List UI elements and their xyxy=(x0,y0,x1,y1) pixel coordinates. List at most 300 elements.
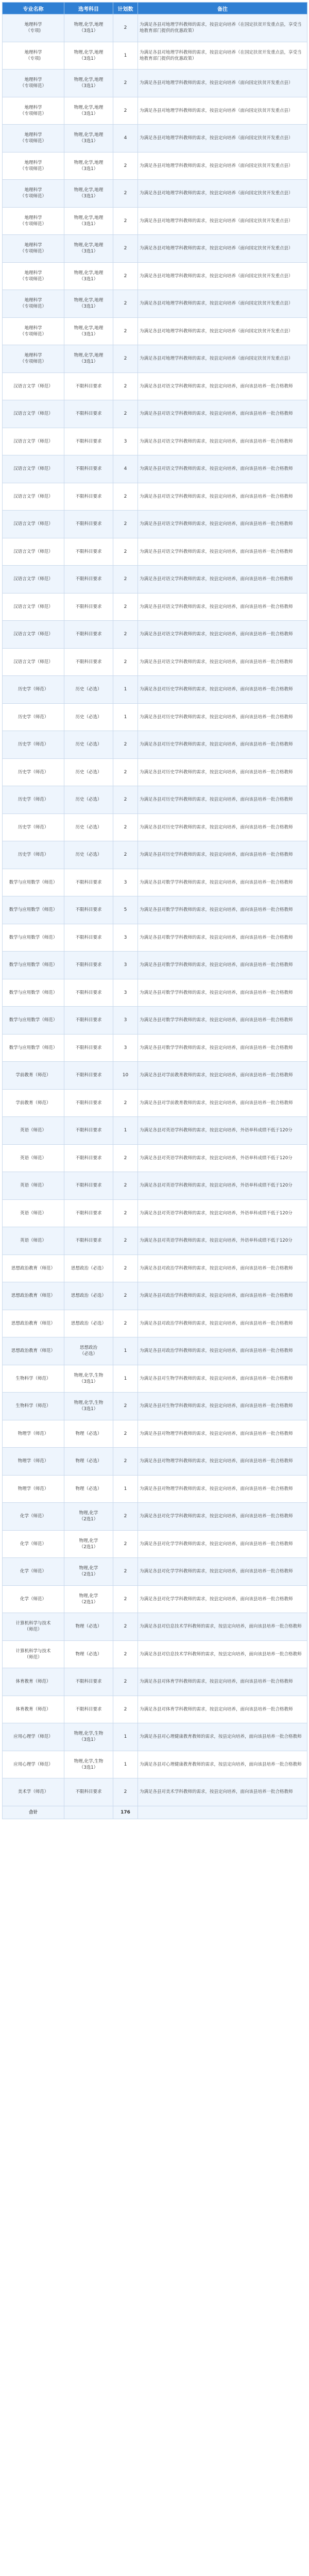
cell-subject: 物理,化学,地理 （3选1） xyxy=(64,70,113,97)
cell-subject: 思想政治 （必选） xyxy=(64,1337,113,1365)
cell-major: 地理科学 （专项) xyxy=(3,14,64,42)
cell-count: 2 xyxy=(113,180,138,208)
cell-count: 2 xyxy=(113,1255,138,1282)
cell-note: 为满足各县对数学学科教师的需求，按县定向培养，面向该县培养一批合格教师 xyxy=(138,1007,307,1035)
table-row xyxy=(3,1034,307,1062)
cell-major: 体育教育（师范） xyxy=(3,1696,64,1723)
cell-count: 2 xyxy=(113,1503,138,1531)
table-row xyxy=(3,1475,307,1503)
cell-note: 为满足各县对政治学科教师的需求，按县定向培养，面向该县培养一批合格教师 xyxy=(138,1337,307,1365)
cell-subject: 历史（必选） xyxy=(64,786,113,814)
cell-major: 地理科学 （专项师范） xyxy=(3,70,64,97)
cell-subject: 不限科目要求 xyxy=(64,593,113,621)
cell-major: 化学（师范） xyxy=(3,1585,64,1613)
cell-count: 1 xyxy=(113,1723,138,1751)
cell-note: 为满足各县对化学学科教师的需求，按县定向培养，面向该县培养一批合格教师 xyxy=(138,1558,307,1586)
cell-count: 2 xyxy=(113,290,138,318)
cell-count: 4 xyxy=(113,455,138,483)
table-row xyxy=(3,1696,307,1723)
table-row xyxy=(3,924,307,952)
table-row xyxy=(3,70,307,97)
enrollment-plan-table xyxy=(2,2,307,1819)
cell-count: 3 xyxy=(113,1034,138,1062)
cell-major: 英语（师范） xyxy=(3,1117,64,1145)
cell-major: 物理学（师范） xyxy=(3,1420,64,1448)
table-row xyxy=(3,1089,307,1117)
cell-subject: 物理（必选） xyxy=(64,1613,113,1641)
cell-subject: 不限科目要求 xyxy=(64,1696,113,1723)
cell-note: 为满足各县对语文学科教师的需求，按县定向培养，面向该县培养一批合格教师 xyxy=(138,566,307,594)
cell-note: 为满足各县对信息技术学科教师的需求，按县定向培养，面向该县培养一批合格教师 xyxy=(138,1613,307,1641)
cell-note: 为满足各县对历史学科教师的需求，按县定向培养，面向该县培养一批合格教师 xyxy=(138,676,307,704)
cell-major: 应用心理学（师范） xyxy=(3,1751,64,1778)
cell-major: 汉语言文学（师范） xyxy=(3,455,64,483)
cell-note: 为满足各县对语文学科教师的需求，按县定向培养，面向该县培养一批合格教师 xyxy=(138,455,307,483)
cell-note: 为满足各县对历史学科教师的需求，按县定向培养，面向该县培养一批合格教师 xyxy=(138,758,307,786)
cell-count: 2 xyxy=(113,1282,138,1310)
cell-count: 2 xyxy=(113,621,138,649)
cell-subject: 不限科目要求 xyxy=(64,372,113,400)
cell-subject: 不限科目要求 xyxy=(64,1668,113,1696)
cell-subject: 不限科目要求 xyxy=(64,483,113,511)
cell-note: 为满足各县对生物学科教师的需求，按县定向培养，面向该县培养一批合格教师 xyxy=(138,1365,307,1393)
cell-count: 2 xyxy=(113,841,138,869)
cell-note: 为满足各县对地理学科教师的需求，按县定向培养（面向国定扶贫开发重点县） xyxy=(138,97,307,125)
cell-count: 2 xyxy=(113,538,138,566)
table-row xyxy=(3,1420,307,1448)
table-row xyxy=(3,676,307,704)
cell-note: 为满足各县对生物学科教师的需求，按县定向培养，面向该县培养一批合格教师 xyxy=(138,1393,307,1420)
cell-major: 思想政治教育（师范） xyxy=(3,1255,64,1282)
cell-major: 汉语言文学（师范） xyxy=(3,621,64,649)
cell-count: 1 xyxy=(113,1475,138,1503)
table-row xyxy=(3,235,307,263)
table-row xyxy=(3,952,307,979)
cell-major: 物理学（师范） xyxy=(3,1475,64,1503)
cell-major: 历史学（师范） xyxy=(3,841,64,869)
cell-major: 历史学（师范） xyxy=(3,676,64,704)
cell-count: 2 xyxy=(113,648,138,676)
cell-note: 为满足各县对历史学科教师的需求，按县定向培养，面向该县培养一批合格教师 xyxy=(138,814,307,841)
cell-count: 2 xyxy=(113,1613,138,1641)
cell-major: 历史学（师范） xyxy=(3,786,64,814)
cell-count: 2 xyxy=(113,731,138,759)
table-row xyxy=(3,1613,307,1641)
cell-count: 2 xyxy=(113,1393,138,1420)
cell-count: 2 xyxy=(113,1172,138,1200)
cell-major: 历史学（师范） xyxy=(3,758,64,786)
cell-note: 为满足各县对语文学科教师的需求，按县定向培养，面向该县培养一批合格教师 xyxy=(138,593,307,621)
table-row xyxy=(3,1585,307,1613)
cell-note: 为满足各县对心理健康教育教师的需求，按县定向培养，面向该县培养一批合格教师 xyxy=(138,1723,307,1751)
cell-note: 为满足各县对英语学科教师的需求，按县定向培养，外语单科成绩不低于120分 xyxy=(138,1199,307,1227)
cell-count: 2 xyxy=(113,1696,138,1723)
cell-major: 地理科学 （专项) xyxy=(3,42,64,70)
plan-table-container xyxy=(2,2,307,1819)
cell-major: 历史学（师范） xyxy=(3,731,64,759)
cell-subject: 物理,化学,生物 （3选1） xyxy=(64,1751,113,1778)
cell-subject: 物理,化学 （2选1） xyxy=(64,1503,113,1531)
table-row xyxy=(3,42,307,70)
cell-major: 地理科学 （专项师范） xyxy=(3,345,64,373)
cell-major: 英语（师范） xyxy=(3,1144,64,1172)
cell-major: 地理科学 （专项师范） xyxy=(3,290,64,318)
cell-count: 2 xyxy=(113,70,138,97)
cell-subject: 物理,化学,地理 （3选1） xyxy=(64,317,113,345)
total-empty xyxy=(64,1806,113,1819)
cell-note: 为满足各县对地理学科教师的需求，按县定向培养（面向国定扶贫开发重点县） xyxy=(138,345,307,373)
table-row xyxy=(3,869,307,896)
cell-note: 为满足各县对英语学科教师的需求，按县定向培养，外语单科成绩不低于120分 xyxy=(138,1172,307,1200)
table-row xyxy=(3,566,307,594)
cell-count: 4 xyxy=(113,125,138,152)
cell-subject: 物理,化学,地理 （3选1） xyxy=(64,97,113,125)
cell-count: 2 xyxy=(113,1778,138,1806)
cell-major: 数学与应用数学（师范） xyxy=(3,1007,64,1035)
table-row xyxy=(3,1062,307,1090)
table-row xyxy=(3,400,307,428)
table-row xyxy=(3,125,307,152)
cell-count: 2 xyxy=(113,372,138,400)
cell-count: 2 xyxy=(113,786,138,814)
table-row xyxy=(3,1255,307,1282)
table-row xyxy=(3,814,307,841)
cell-count: 1 xyxy=(113,1751,138,1778)
cell-subject: 不限科目要求 xyxy=(64,428,113,455)
cell-major: 汉语言文学（师范） xyxy=(3,566,64,594)
table-row xyxy=(3,207,307,235)
cell-major: 英语（师范） xyxy=(3,1227,64,1255)
cell-count: 1 xyxy=(113,1337,138,1365)
cell-count: 2 xyxy=(113,483,138,511)
cell-note: 为满足各县对地理学科教师的需求，按县定向培养（面向国定扶贫开发重点县） xyxy=(138,317,307,345)
table-row xyxy=(3,1337,307,1365)
cell-major: 地理科学 （专项师范） xyxy=(3,262,64,290)
cell-note: 为满足各县对语文学科教师的需求，按县定向培养，面向该县培养一批合格教师 xyxy=(138,538,307,566)
cell-count: 1 xyxy=(113,1117,138,1145)
cell-count: 2 xyxy=(113,1530,138,1558)
header-major: 专业名称 xyxy=(3,3,64,14)
cell-count: 5 xyxy=(113,896,138,924)
table-row xyxy=(3,511,307,538)
cell-subject: 物理,化学,地理 （3选1） xyxy=(64,125,113,152)
cell-subject: 思想政治（必选） xyxy=(64,1255,113,1282)
cell-subject: 物理（必选） xyxy=(64,1475,113,1503)
cell-major: 数学与应用数学（师范） xyxy=(3,952,64,979)
cell-major: 地理科学 （专项师范） xyxy=(3,125,64,152)
cell-note: 为满足各县对学前教育教师的需求，按县定向培养，面向该县培养一批合格教师 xyxy=(138,1089,307,1117)
cell-note: 为满足各县对物理学科教师的需求，按县定向培养，面向该县培养一批合格教师 xyxy=(138,1420,307,1448)
cell-note: 为满足各县对美术学科教师的需求，按县定向培养，面向该县培养一批合格教师 xyxy=(138,1778,307,1806)
cell-subject: 历史（必选） xyxy=(64,758,113,786)
cell-count: 2 xyxy=(113,400,138,428)
table-row xyxy=(3,1117,307,1145)
cell-count: 2 xyxy=(113,566,138,594)
cell-count: 2 xyxy=(113,1310,138,1337)
cell-note: 为满足各县对政治学科教师的需求，按县定向培养，面向该县培养一批合格教师 xyxy=(138,1255,307,1282)
cell-note: 为满足各县对英语学科教师的需求，按县定向培养，外语单科成绩不低于120分 xyxy=(138,1227,307,1255)
cell-note: 为满足各县对地理学科教师的需求，按县定向培养（面向国定扶贫开发重点县） xyxy=(138,125,307,152)
cell-major: 数学与应用数学（师范） xyxy=(3,979,64,1007)
cell-subject: 不限科目要求 xyxy=(64,1172,113,1200)
total-note-empty xyxy=(138,1806,307,1819)
cell-count: 1 xyxy=(113,42,138,70)
cell-major: 英语（师范） xyxy=(3,1199,64,1227)
cell-subject: 物理,化学,生物 （3选1） xyxy=(64,1393,113,1420)
cell-note: 为满足各县对政治学科教师的需求，按县定向培养，面向该县培养一批合格教师 xyxy=(138,1282,307,1310)
table-row xyxy=(3,372,307,400)
cell-major: 汉语言文学（师范） xyxy=(3,428,64,455)
cell-subject: 物理,化学 （2选1） xyxy=(64,1558,113,1586)
cell-major: 计算机科学与技术 （师范） xyxy=(3,1640,64,1668)
cell-major: 化学（师范） xyxy=(3,1558,64,1586)
cell-subject: 不限科目要求 xyxy=(64,566,113,594)
cell-subject: 不限科目要求 xyxy=(64,869,113,896)
table-header-row xyxy=(3,3,307,14)
table-row xyxy=(3,1365,307,1393)
table-row xyxy=(3,180,307,208)
cell-count: 3 xyxy=(113,924,138,952)
cell-count: 2 xyxy=(113,97,138,125)
cell-subject: 不限科目要求 xyxy=(64,511,113,538)
cell-major: 汉语言文学（师范） xyxy=(3,648,64,676)
cell-count: 2 xyxy=(113,235,138,263)
cell-note: 为满足各县对语文学科教师的需求，按县定向培养，面向该县培养一批合格教师 xyxy=(138,511,307,538)
cell-note: 为满足各县对地理学科教师的需求，按县定向培养（面向国定扶贫开发重点县） xyxy=(138,180,307,208)
cell-subject: 思想政治（必选） xyxy=(64,1282,113,1310)
cell-major: 学前教育（师范） xyxy=(3,1089,64,1117)
table-row xyxy=(3,1310,307,1337)
table-row xyxy=(3,648,307,676)
cell-major: 数学与应用数学（师范） xyxy=(3,869,64,896)
table-row xyxy=(3,290,307,318)
cell-count: 2 xyxy=(113,593,138,621)
cell-subject: 物理,化学,地理 （3选1） xyxy=(64,290,113,318)
table-row xyxy=(3,1448,307,1476)
cell-subject: 不限科目要求 xyxy=(64,952,113,979)
table-row xyxy=(3,1199,307,1227)
cell-subject: 物理,化学,地理 （3选1） xyxy=(64,152,113,180)
cell-subject: 不限科目要求 xyxy=(64,621,113,649)
cell-note: 为满足各县对地理学科教师的需求，按县定向培养（面向国定扶贫开发重点县） xyxy=(138,207,307,235)
table-row xyxy=(3,262,307,290)
cell-count: 1 xyxy=(113,676,138,704)
cell-count: 2 xyxy=(113,1585,138,1613)
cell-count: 3 xyxy=(113,869,138,896)
cell-note: 为满足各县对心理健康教育教师的需求，按县定向培养，面向该县培养一批合格教师 xyxy=(138,1751,307,1778)
cell-note: 为满足各县对历史学科教师的需求，按县定向培养，面向该县培养一批合格教师 xyxy=(138,731,307,759)
cell-note: 为满足各县对政治学科教师的需求，按县定向培养，面向该县培养一批合格教师 xyxy=(138,1310,307,1337)
cell-note: 为满足各县对语文学科教师的需求，按县定向培养，面向该县培养一批合格教师 xyxy=(138,483,307,511)
cell-subject: 不限科目要求 xyxy=(64,1117,113,1145)
cell-note: 为满足各县对体育学科教师的需求，按县定向培养，面向该县培养一批合格教师 xyxy=(138,1668,307,1696)
table-row xyxy=(3,1640,307,1668)
cell-major: 地理科学 （专项师范） xyxy=(3,235,64,263)
cell-major: 历史学（师范） xyxy=(3,814,64,841)
cell-major: 生物科学（师范） xyxy=(3,1365,64,1393)
cell-count: 3 xyxy=(113,979,138,1007)
cell-note: 为满足各县对数学学科教师的需求，按县定向培养，面向该县培养一批合格教师 xyxy=(138,952,307,979)
cell-subject: 不限科目要求 xyxy=(64,896,113,924)
cell-major: 英语（师范） xyxy=(3,1172,64,1200)
table-row xyxy=(3,841,307,869)
cell-subject: 不限科目要求 xyxy=(64,1227,113,1255)
cell-major: 汉语言文学（师范） xyxy=(3,400,64,428)
cell-note: 为满足各县对英语学科教师的需求，按县定向培养，外语单科成绩不低于120分 xyxy=(138,1117,307,1145)
table-row xyxy=(3,1558,307,1586)
table-row xyxy=(3,731,307,759)
cell-note: 为满足各县对地理学科教师的需求，按县定向培养（面向国定扶贫开发重点县） xyxy=(138,262,307,290)
cell-note: 为满足各县对地理学科教师的需求，按县定向培养（在国定扶贫开发重点县，享受当地教育部门提供的优惠政策） xyxy=(138,42,307,70)
cell-note: 为满足各县对语文学科教师的需求，按县定向培养，面向该县培养一批合格教师 xyxy=(138,621,307,649)
cell-subject: 不限科目要求 xyxy=(64,1034,113,1062)
cell-note: 为满足各县对数学学科教师的需求，按县定向培养，面向该县培养一批合格教师 xyxy=(138,924,307,952)
cell-major: 数学与应用数学（师范） xyxy=(3,1034,64,1062)
cell-major: 地理科学 （专项师范） xyxy=(3,180,64,208)
cell-count: 3 xyxy=(113,1007,138,1035)
table-row xyxy=(3,97,307,125)
cell-subject: 历史（必选） xyxy=(64,676,113,704)
cell-subject: 不限科目要求 xyxy=(64,455,113,483)
cell-count: 2 xyxy=(113,1227,138,1255)
total-count: 176 xyxy=(113,1806,138,1819)
table-row xyxy=(3,1503,307,1531)
cell-subject: 物理（必选） xyxy=(64,1448,113,1476)
table-row xyxy=(3,1172,307,1200)
table-row xyxy=(3,317,307,345)
cell-major: 汉语言文学（师范） xyxy=(3,483,64,511)
table-row xyxy=(3,703,307,731)
cell-major: 地理科学 （专项师范） xyxy=(3,317,64,345)
cell-major: 生物科学（师范） xyxy=(3,1393,64,1420)
header-count: 计划数 xyxy=(113,3,138,14)
cell-subject: 物理,化学 （2选1） xyxy=(64,1585,113,1613)
cell-note: 为满足各县对历史学科教师的需求，按县定向培养，面向该县培养一批合格教师 xyxy=(138,841,307,869)
table-row xyxy=(3,1530,307,1558)
cell-note: 为满足各县对化学学科教师的需求，按县定向培养，面向该县培养一批合格教师 xyxy=(138,1585,307,1613)
cell-note: 为满足各县对语文学科教师的需求，按县定向培养，面向该县培养一批合格教师 xyxy=(138,372,307,400)
cell-count: 1 xyxy=(113,1365,138,1393)
cell-subject: 物理,化学,地理 （3选1） xyxy=(64,235,113,263)
cell-note: 为满足各县对数学学科教师的需求，按县定向培养，面向该县培养一批合格教师 xyxy=(138,979,307,1007)
cell-subject: 不限科目要求 xyxy=(64,1062,113,1090)
table-row xyxy=(3,1723,307,1751)
cell-note: 为满足各县对数学学科教师的需求，按县定向培养，面向该县培养一批合格教师 xyxy=(138,1034,307,1062)
cell-subject: 不限科目要求 xyxy=(64,1778,113,1806)
cell-note: 为满足各县对物理学科教师的需求，按县定向培养，面向该县培养一批合格教师 xyxy=(138,1448,307,1476)
table-row xyxy=(3,979,307,1007)
cell-major: 地理科学 （专项师范） xyxy=(3,207,64,235)
cell-subject: 不限科目要求 xyxy=(64,1007,113,1035)
cell-subject: 物理,化学,生物 （3选1） xyxy=(64,1365,113,1393)
cell-note: 为满足各县对历史学科教师的需求，按县定向培养，面向该县培养一批合格教师 xyxy=(138,786,307,814)
table-row xyxy=(3,1144,307,1172)
cell-major: 化学（师范） xyxy=(3,1503,64,1531)
table-row xyxy=(3,593,307,621)
cell-subject: 历史（必选） xyxy=(64,703,113,731)
cell-note: 为满足各县对历史学科教师的需求，按县定向培养，面向该县培养一批合格教师 xyxy=(138,703,307,731)
cell-subject: 物理,化学,地理 （3选1） xyxy=(64,345,113,373)
cell-subject: 历史（必选） xyxy=(64,814,113,841)
cell-count: 2 xyxy=(113,1640,138,1668)
cell-major: 数学与应用数学（师范） xyxy=(3,924,64,952)
cell-subject: 不限科目要求 xyxy=(64,648,113,676)
cell-count: 2 xyxy=(113,1448,138,1476)
cell-count: 2 xyxy=(113,758,138,786)
table-row xyxy=(3,428,307,455)
cell-count: 10 xyxy=(113,1062,138,1090)
header-subject: 选考科目 xyxy=(64,3,113,14)
cell-count: 2 xyxy=(113,152,138,180)
cell-count: 2 xyxy=(113,511,138,538)
cell-note: 为满足各县对信息技术学科教师的需求，按县定向培养，面向该县培养一批合格教师 xyxy=(138,1640,307,1668)
cell-major: 思想政治教育（师范） xyxy=(3,1337,64,1365)
cell-subject: 物理,化学,地理 （3选1） xyxy=(64,42,113,70)
total-label: 合计 xyxy=(3,1806,64,1819)
table-row xyxy=(3,1778,307,1806)
table-row xyxy=(3,786,307,814)
cell-note: 为满足各县对地理学科教师的需求，按县定向培养（面向国定扶贫开发重点县） xyxy=(138,152,307,180)
cell-count: 2 xyxy=(113,1420,138,1448)
cell-subject: 不限科目要求 xyxy=(64,1089,113,1117)
cell-note: 为满足各县对数学学科教师的需求，按县定向培养，面向该县培养一批合格教师 xyxy=(138,869,307,896)
table-row xyxy=(3,1282,307,1310)
cell-note: 为满足各县对化学学科教师的需求，按县定向培养，面向该县培养一批合格教师 xyxy=(138,1503,307,1531)
table-row xyxy=(3,621,307,649)
cell-major: 汉语言文学（师范） xyxy=(3,593,64,621)
cell-note: 为满足各县对地理学科教师的需求，按县定向培养（面向国定扶贫开发重点县） xyxy=(138,70,307,97)
table-row xyxy=(3,1393,307,1420)
cell-major: 思想政治教育（师范） xyxy=(3,1282,64,1310)
cell-major: 数学与应用数学（师范） xyxy=(3,896,64,924)
cell-major: 计算机科学与技术 （师范） xyxy=(3,1613,64,1641)
cell-note: 为满足各县对语文学科教师的需求，按县定向培养，面向该县培养一批合格教师 xyxy=(138,400,307,428)
cell-note: 为满足各县对化学学科教师的需求，按县定向培养，面向该县培养一批合格教师 xyxy=(138,1530,307,1558)
cell-count: 3 xyxy=(113,952,138,979)
cell-major: 化学（师范） xyxy=(3,1530,64,1558)
cell-note: 为满足各县对物理学科教师的需求，按县定向培养，面向该县培养一批合格教师 xyxy=(138,1475,307,1503)
cell-major: 应用心理学（师范） xyxy=(3,1723,64,1751)
cell-count: 2 xyxy=(113,1199,138,1227)
cell-subject: 思想政治（必选） xyxy=(64,1310,113,1337)
cell-count: 2 xyxy=(113,207,138,235)
cell-count: 2 xyxy=(113,262,138,290)
cell-count: 3 xyxy=(113,428,138,455)
cell-subject: 不限科目要求 xyxy=(64,400,113,428)
cell-major: 学前教育（师范） xyxy=(3,1062,64,1090)
cell-note: 为满足各县对学前教育教师的需求，按县定向培养，面向该县培养一批合格教师 xyxy=(138,1062,307,1090)
cell-note: 为满足各县对体育学科教师的需求，按县定向培养，面向该县培养一批合格教师 xyxy=(138,1696,307,1723)
cell-count: 2 xyxy=(113,814,138,841)
table-row xyxy=(3,758,307,786)
cell-count: 2 xyxy=(113,317,138,345)
cell-subject: 不限科目要求 xyxy=(64,924,113,952)
cell-note: 为满足各县对地理学科教师的需求，按县定向培养（面向国定扶贫开发重点县） xyxy=(138,290,307,318)
header-note: 备注 xyxy=(138,3,307,14)
cell-major: 汉语言文学（师范） xyxy=(3,372,64,400)
cell-note: 为满足各县对语文学科教师的需求，按县定向培养，面向该县培养一批合格教师 xyxy=(138,648,307,676)
cell-note: 为满足各县对数学学科教师的需求，按县定向培养，面向该县培养一批合格教师 xyxy=(138,896,307,924)
cell-count: 2 xyxy=(113,14,138,42)
cell-subject: 物理,化学,地理 （3选1） xyxy=(64,14,113,42)
cell-subject: 物理,化学 （2选1） xyxy=(64,1530,113,1558)
cell-subject: 历史（必选） xyxy=(64,841,113,869)
cell-note: 为满足各县对地理学科教师的需求，按县定向培养（在国定扶贫开发重点县，享受当地教育部门提供的优惠政策） xyxy=(138,14,307,42)
cell-subject: 物理,化学,地理 （3选1） xyxy=(64,262,113,290)
cell-subject: 不限科目要求 xyxy=(64,979,113,1007)
table-row xyxy=(3,896,307,924)
cell-major: 历史学（师范） xyxy=(3,703,64,731)
